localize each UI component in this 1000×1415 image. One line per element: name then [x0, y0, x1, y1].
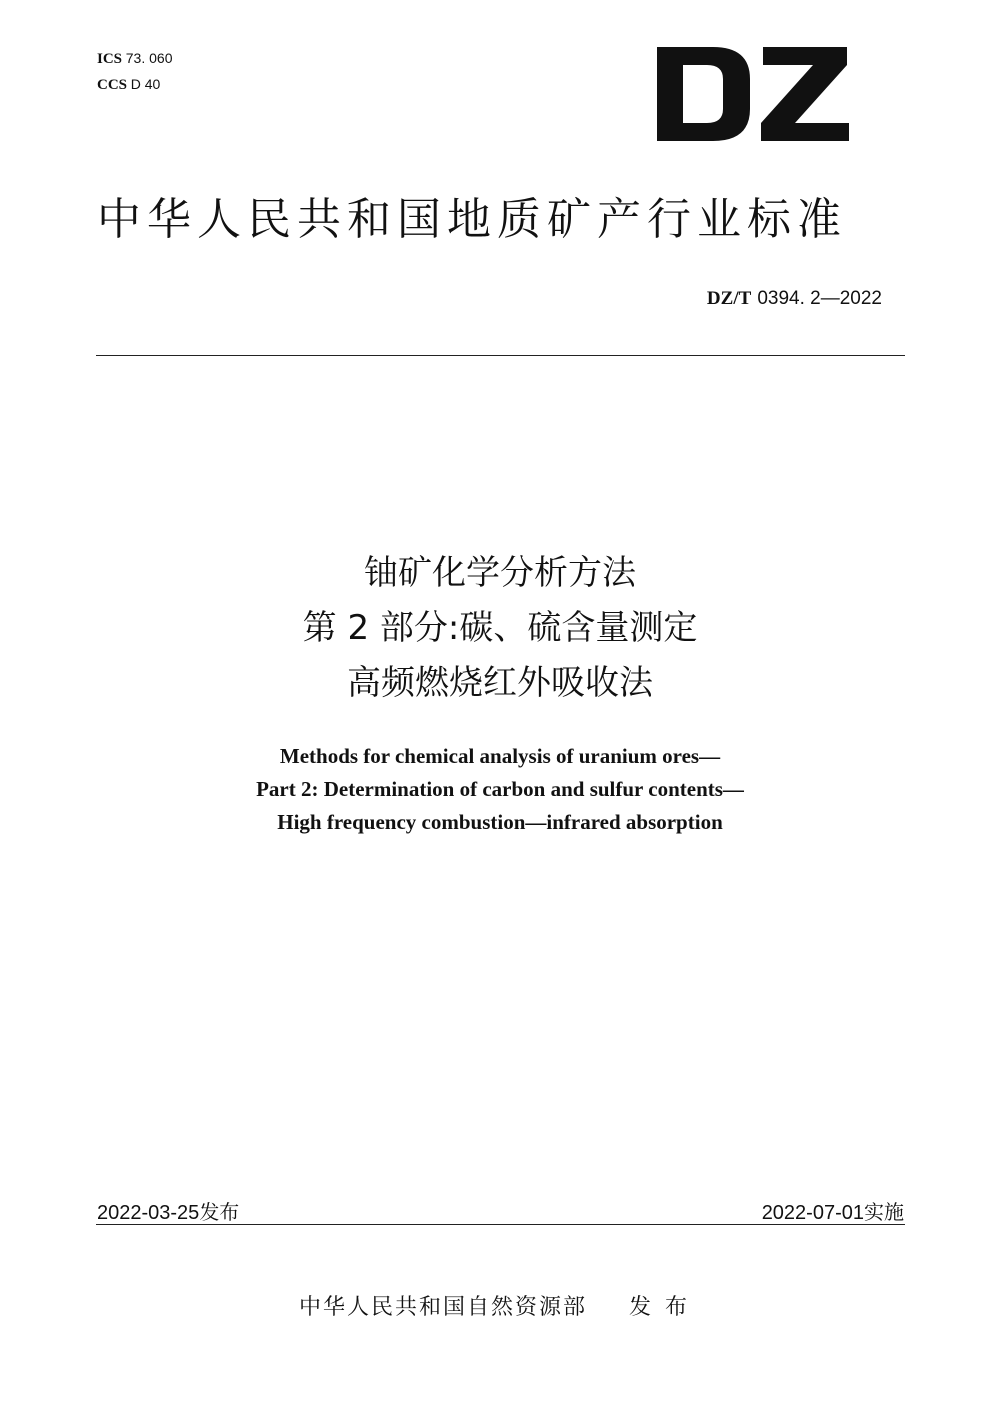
chinese-title-line-2: 第 2 部分:碳、硫含量测定 — [302, 608, 698, 648]
bottom-divider — [96, 1224, 905, 1225]
chinese-title-line-1: 铀矿化学分析方法 — [364, 553, 636, 593]
top-divider — [96, 355, 905, 356]
english-title-line-2: Part 2: Determination of carbon and sulfur contents— — [256, 777, 744, 801]
standard-code: 0394. 2—2022 — [757, 288, 882, 309]
ccs-code — [97, 72, 172, 98]
english-title-line-1: Methods for chemical analysis of uranium ores— — [279, 744, 721, 768]
dz-logo — [655, 35, 855, 145]
publisher-action: 发布 — [629, 1295, 702, 1320]
effective-date — [762, 1196, 904, 1225]
ics-label: ICS — [97, 51, 123, 67]
issue-date-value: 2022-03-25 — [97, 1202, 200, 1224]
ics-value: 73. 060 — [125, 50, 173, 66]
standard-number — [707, 287, 882, 310]
issue-date — [97, 1196, 239, 1225]
ccs-value: D 40 — [130, 76, 161, 92]
standard-prefix: DZ/T — [706, 288, 752, 309]
industry-standard-header: 中华人民共和国地质矿产行业标准 — [97, 194, 847, 245]
issue-date-label: 发布 — [199, 1200, 240, 1224]
effective-date-value: 2022-07-01 — [761, 1202, 864, 1224]
ccs-label: CCS — [97, 77, 128, 93]
english-title-line-3: High frequency combustion—infrared absorption — [277, 810, 723, 834]
chinese-title-line-3: 高频燃烧红外吸收法 — [347, 663, 653, 703]
effective-date-label: 实施 — [864, 1200, 904, 1224]
classification-codes — [97, 46, 172, 98]
ics-code — [97, 46, 172, 72]
publisher-name: 中华人民共和国自然资源部 — [298, 1295, 587, 1320]
dz-logo-mark — [655, 35, 855, 145]
publisher — [0, 1290, 1000, 1321]
